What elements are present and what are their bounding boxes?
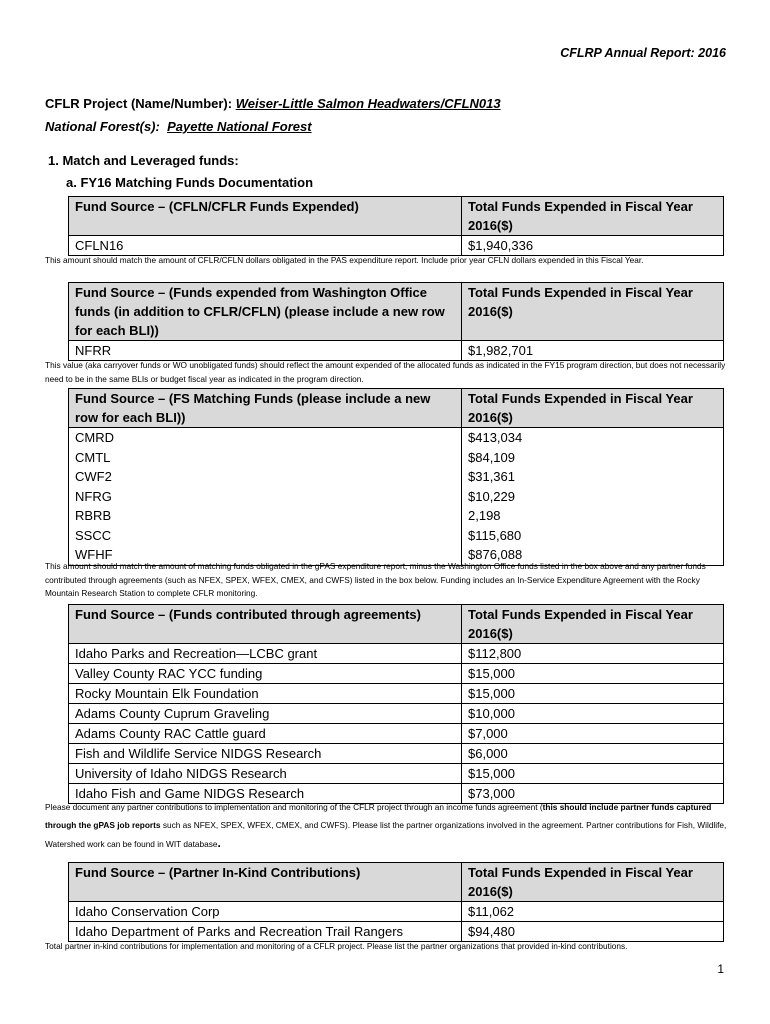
fund-source-cell: Idaho Department of Parks and Recreation Trail Rangers	[69, 922, 462, 942]
wo-funds-table	[68, 282, 724, 361]
table-row	[69, 684, 724, 704]
list-item: WFHF	[75, 547, 113, 562]
list-item: $413,034	[468, 430, 523, 445]
fund-source-cell: Idaho Parks and Recreation—LCBC grant	[69, 644, 462, 664]
table-note	[45, 798, 735, 853]
amount-cell: $15,000	[462, 684, 724, 704]
table-note: This value (aka carryover funds or WO unobligated funds) should reflect the amount expended of the allocated funds as indicated in the FY15 program direction, but does not necessarily need to be in the same BLIs or budget fiscal year as indicated in the program direction.	[45, 360, 726, 384]
list-item: $84,109	[468, 449, 515, 465]
table-row	[69, 724, 724, 744]
list-item: 2,198	[468, 508, 501, 523]
amount-cell: $10,000	[462, 704, 724, 724]
table-note: This amount should match the amount of CFLR/CFLN dollars obligated in the PAS expenditure report. Include prior year CFLN dollars expended in this Fiscal Year.	[45, 255, 644, 265]
forest-line	[45, 119, 312, 134]
subsection-title: a. FY16 Matching Funds Documentation	[66, 175, 314, 190]
page-number: 1	[717, 962, 724, 976]
list-item: RBRB	[75, 508, 112, 523]
amount-cell: $15,000	[462, 764, 724, 784]
list-item: CMTL	[75, 449, 111, 465]
project-label: CFLR Project (Name/Number):	[45, 96, 233, 111]
amount-cell: $73,000	[462, 784, 724, 804]
forest-label: National Forest(s):	[45, 119, 160, 134]
section-title: 1. Match and Leveraged funds:	[48, 153, 239, 168]
amount-cell: $6,000	[462, 744, 724, 764]
table-row	[69, 704, 724, 724]
note-text: Please document any partner contributions to implementation and monitoring of the CFLR project through an income funds agreement (	[45, 802, 543, 812]
table-row	[69, 764, 724, 784]
fs-matching-funds-table	[68, 388, 724, 566]
table-row	[69, 922, 724, 942]
fund-source-list	[69, 428, 462, 566]
amount-cell: $7,000	[462, 724, 724, 744]
amount-cell: $15,000	[462, 664, 724, 684]
amount-cell: $1,940,336	[462, 236, 724, 256]
list-item: $31,361	[468, 469, 515, 484]
table-header-source: Fund Source – (FS Matching Funds (please include a new row for each BLI))	[69, 389, 462, 428]
note-emphasis: this should include partner funds captured through the gPAS job reports	[45, 802, 712, 830]
amount-cell: $1,982,701	[462, 341, 724, 361]
table-header-source: Fund Source – (Funds expended from Washington Office funds (in addition to CFLR/CFLN) (please include a new row for each BLI))	[69, 283, 462, 341]
fund-source-cell: Idaho Conservation Corp	[69, 902, 462, 922]
note-period: .	[217, 836, 221, 850]
table-row	[69, 902, 724, 922]
amount-list	[462, 428, 724, 566]
fund-source-cell: University of Idaho NIDGS Research	[69, 764, 462, 784]
project-line	[45, 96, 501, 111]
amount-cell: $11,062	[462, 902, 724, 922]
agreement-funds-table	[68, 604, 724, 804]
list-item: $115,680	[468, 527, 522, 543]
list-item: SSCC	[75, 527, 112, 543]
table-note: Total partner in-kind contributions for implementation and monitoring of a CFLR project. Please list the partner organizations that provided in-kind contributions.	[45, 941, 628, 951]
table-header-total: Total Funds Expended in Fiscal Year 2016($)	[462, 197, 724, 236]
fund-source-cell: Idaho Fish and Game NIDGS Research	[69, 784, 462, 804]
list-item: NFRG	[75, 488, 112, 504]
table-header-source: Fund Source – (Funds contributed through agreements)	[69, 605, 462, 644]
fund-source-cell: Fish and Wildlife Service NIDGS Research	[69, 744, 462, 764]
in-kind-contributions-table	[68, 862, 724, 942]
table-note: This amount should match the amount of matching funds obligated in the gPAS expenditure report, minus the Washington Office funds listed in the box above and any partner funds contributed through agreements (such as NFEX, SPEX, WFEX, CMEX, and CWFS) listed in the box below. Funding includes an In-Service Expenditure Agreement with the Rocky Mountain Research Station to complete CFLR monitoring.	[45, 561, 706, 598]
note-text: such as NFEX, SPEX, WFEX, CMEX, and CWFS). Please list the partner organizations involved in the agreement. Partner contributions for Fish, Wildlife, Watershed work can be found in WIT database	[45, 820, 727, 849]
list-item: $876,088	[468, 547, 523, 562]
table-row	[69, 744, 724, 764]
fund-source-cell: Adams County Cuprum Graveling	[69, 704, 462, 724]
list-item: CWF2	[75, 469, 112, 484]
table-header-source: Fund Source – (Partner In-Kind Contributions)	[69, 863, 462, 902]
table-header-total: Total Funds Expended in Fiscal Year 2016($)	[462, 389, 724, 428]
fund-source-cell: NFRR	[69, 341, 462, 361]
fund-source-cell: Valley County RAC YCC funding	[69, 664, 462, 684]
table-header-total: Total Funds Expended in Fiscal Year 2016($)	[462, 283, 724, 341]
amount-cell: $112,800	[462, 644, 724, 664]
fund-source-cell: Rocky Mountain Elk Foundation	[69, 684, 462, 704]
table-header-source: Fund Source – (CFLN/CFLR Funds Expended)	[69, 197, 462, 236]
fund-source-cell: Adams County RAC Cattle guard	[69, 724, 462, 744]
table-row	[69, 644, 724, 664]
report-title: CFLRP Annual Report: 2016	[560, 46, 726, 60]
list-item: CMRD	[75, 430, 114, 445]
list-item: $10,229	[468, 488, 515, 504]
table-header-total: Total Funds Expended in Fiscal Year 2016($)	[462, 863, 724, 902]
forest-name: Payette National Forest	[167, 119, 312, 134]
table-row	[69, 664, 724, 684]
amount-cell: $94,480	[462, 922, 724, 942]
cfln-funds-table	[68, 196, 724, 256]
fund-source-cell: CFLN16	[69, 236, 462, 256]
project-name: Weiser-Little Salmon Headwaters/CFLN013	[235, 96, 501, 111]
table-header-total: Total Funds Expended in Fiscal Year 2016($)	[462, 605, 724, 644]
